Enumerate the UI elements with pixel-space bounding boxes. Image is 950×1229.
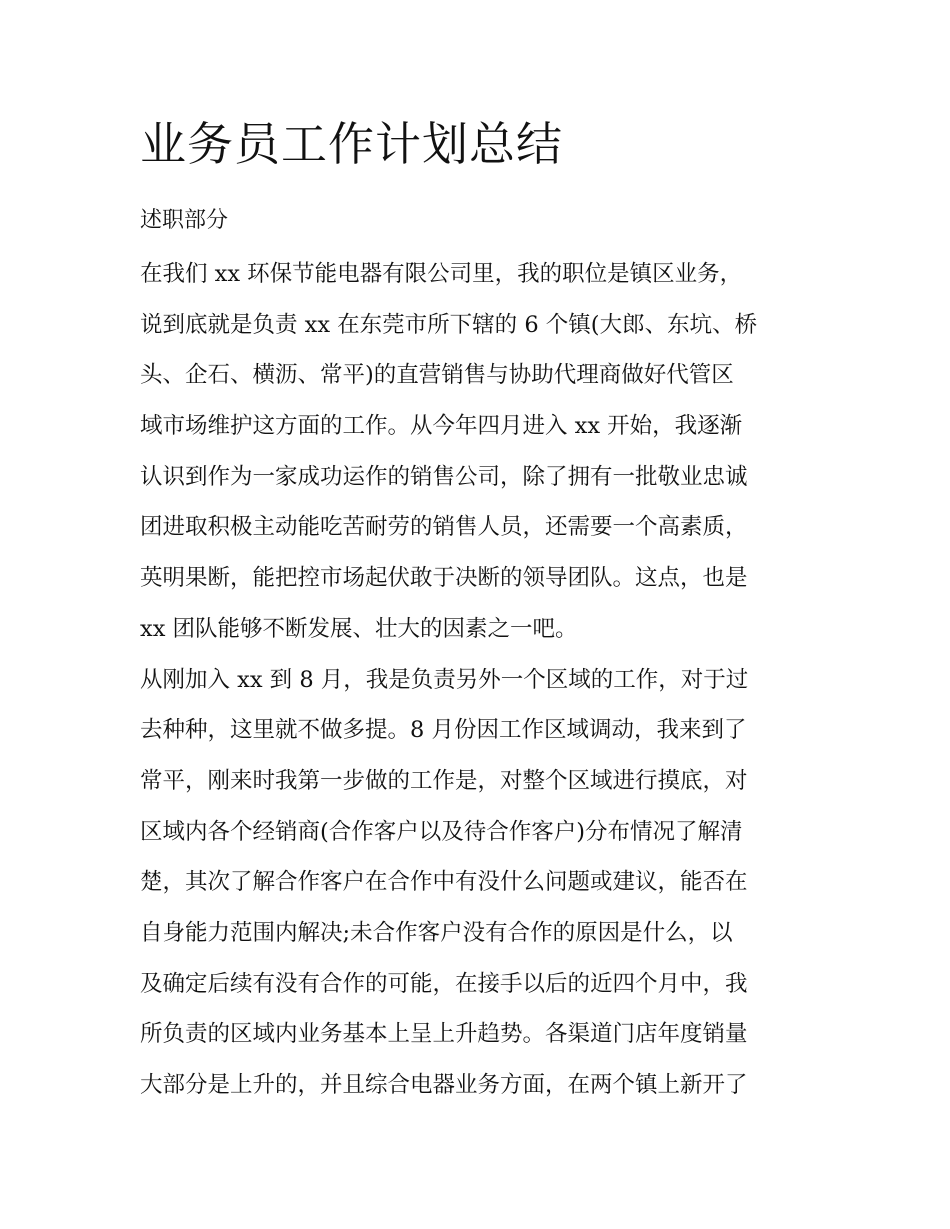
section-heading: 述职部分 [140, 208, 229, 233]
text-line: xx 团队能够不断发展、壮大的因素之一吧。 [140, 615, 578, 642]
text-line: 常平，刚来时我第一步做的工作是，对整个区域进行摸底，对 [140, 767, 748, 794]
text-line: 英明果断，能把控市场起伏敢于决断的领导团队。这点，也是 [140, 565, 748, 592]
text-line: 头、企石、横沥、常平)的直营销售与协助代理商做好代管区 [140, 362, 734, 389]
text-line: 所负责的区域内业务基本上呈上升趋势。各渠道门店年度销量 [140, 1021, 748, 1048]
text-line: 从刚加入 xx 到 8 月，我是负责另外一个区域的工作，对于过 [140, 666, 749, 693]
text-line: 说到底就是负责 xx 在东莞市所下辖的 6 个镇(大郎、东坑、桥 [140, 311, 758, 338]
text-line: 在我们 xx 环保节能电器有限公司里，我的职位是镇区业务， [140, 261, 743, 287]
text-line: 及确定后续有没有合作的可能，在接手以后的近四个月中，我 [140, 970, 748, 997]
text-line: 区域内各个经销商(合作客户以及待合作客户)分布情况了解清 [140, 818, 743, 845]
text-line: 自身能力范围内解决;未合作客户没有合作的原因是什么，以 [140, 919, 733, 946]
document-title: 业务员工作计划总结 [140, 117, 563, 171]
text-line: 去种种，这里就不做多提。8 月份因工作区域调动，我来到了 [140, 717, 747, 744]
body-text [140, 256, 820, 1118]
text-line: 域市场维护这方面的工作。从今年四月进入 xx 开始，我逐渐 [140, 413, 743, 440]
text-line: 团进取积极主动能吃苦耐劳的销售人员，还需要一个高素质， [140, 514, 748, 541]
text-line: 大部分是上升的，并且综合电器业务方面，在两个镇上新开了 [140, 1072, 748, 1098]
text-line: 楚，其次了解合作客户在合作中有没什么问题或建议，能否在 [140, 869, 748, 896]
text-line: 认识到作为一家成功运作的销售公司，除了拥有一批敬业忠诚 [140, 463, 748, 490]
